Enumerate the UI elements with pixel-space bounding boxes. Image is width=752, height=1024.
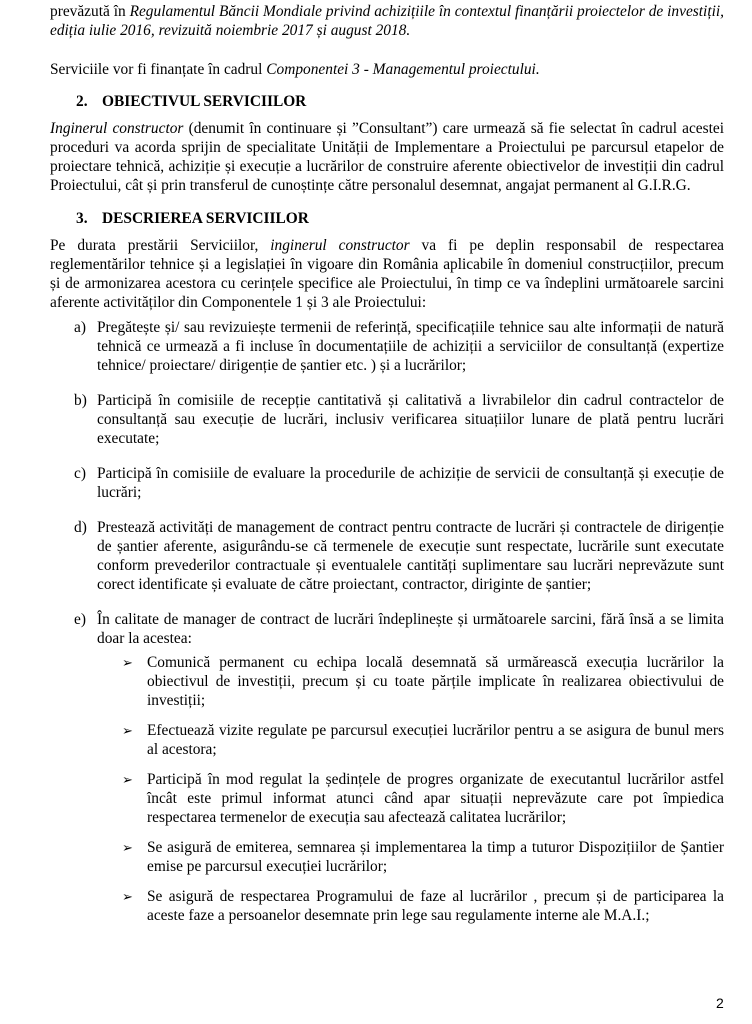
- intro-text: Serviciile vor fi finanțate în cadrul: [50, 61, 267, 78]
- arrow-bullet-icon: ➢: [122, 723, 133, 738]
- objective-paragraph: [50, 119, 724, 195]
- list-marker: c): [74, 465, 86, 482]
- arrow-bullet-icon: ➢: [122, 840, 133, 855]
- list-item-text: Prestează activități de management de contract pentru contracte de lucrări și contractele de dirigenție de șantier aferente, asigurându-se că termenele de execuție sunt respectate, lucrările sunt executate conform prevederilor contractuale și eventualele cantități suplimentare sau lucrări neprevăzute sunt corect identificate și evaluate de către proiectant, contractor, diriginte de șantier;: [97, 519, 724, 593]
- list-marker: b): [74, 392, 87, 409]
- sub-task-list: [97, 653, 724, 925]
- page-number: 2: [716, 995, 724, 1011]
- role-name: inginerul constructor: [270, 237, 410, 254]
- arrow-bullet-icon: ➢: [122, 889, 133, 904]
- section-number: 3.: [76, 210, 88, 227]
- sub-list-item: [97, 770, 724, 827]
- intro-paragraph-1: [50, 2, 724, 40]
- sub-list-item-text: Efectuează vizite regulate pe parcursul execuției lucrărilor pentru a se asigura de bunul mers al acestora;: [147, 722, 724, 758]
- list-item-text: Participă în comisiile de evaluare la procedurile de achiziție de servicii de consultanță și execuție de lucrări;: [97, 465, 724, 501]
- list-marker: d): [74, 519, 87, 536]
- description-text: va fi pe deplin responsabil de respectarea reglementărilor tehnice și a legislației în vigoare din România aplicabile în domeniul construcțiilor, precum și de armonizarea acestora cu cerințele specifice ale Proiectului, în timp ce va îndeplini următoarele sarcini aferente activităților din Componentele 1 și 3 ale Proiectului:: [50, 237, 724, 311]
- sub-list-item: [97, 653, 724, 710]
- list-item-text: Participă în comisiile de recepție cantitativă și calitativă a livrabilelor din cadrul contractelor de consultanță sau execuție de lucrări, inclusiv verificarea situațiilor lunare de plată pentru lucrări executate;: [97, 392, 724, 447]
- section-heading-objective: [76, 92, 724, 111]
- list-item: [50, 518, 724, 594]
- list-item-text: Pregătește și/ sau revizuiește termenii de referință, specificațiile tehnice sau alte informații de natură tehnică ce urmează a fi incluse în documentațiile de achiziții a serviciilor de consultanță (expertize tehnice/ proiectare/ dirigenție de șantier etc. ) și a lucrărilor;: [97, 319, 724, 374]
- regulation-reference: Regulamentul Băncii Mondiale privind achizițiile în contextul finanțării proiectelor de investiții, ediția iulie 2016, revizuită noiembrie 2017 și august 2018.: [50, 3, 725, 39]
- arrow-bullet-icon: ➢: [122, 772, 133, 787]
- role-name: Inginerul constructor: [50, 120, 184, 137]
- list-item: [50, 464, 724, 502]
- section-number: 2.: [76, 93, 88, 110]
- sub-list-item: [97, 721, 724, 759]
- sub-list-item: [97, 887, 724, 925]
- description-text: Pe durata prestării Serviciilor,: [50, 237, 271, 254]
- page-content: [50, 2, 724, 941]
- intro-paragraph-2: [50, 60, 724, 79]
- section-title: OBIECTIVUL SERVICIILOR: [102, 93, 307, 110]
- sub-list-item-text: Se asigură de respectarea Programului de faze al lucrărilor , precum și de participarea la aceste faze a persoanelor desemnate prin lege sau regulamente interne ale M.A.I.;: [147, 888, 724, 924]
- sub-list-item-text: Participă în mod regulat la ședințele de progres organizate de executantul lucrărilor astfel încât este primul informat atunci când apar situații neprevăzute care pot împiedica respectarea termenelor de execuția sau afectează calitatea lucrărilor;: [147, 771, 724, 826]
- list-item: [50, 610, 724, 925]
- task-list: [50, 318, 724, 925]
- list-marker: e): [74, 611, 86, 628]
- list-item: [50, 318, 724, 375]
- section-title: DESCRIEREA SERVICIILOR: [102, 210, 309, 227]
- list-marker: a): [74, 319, 86, 336]
- sub-list-item-text: Comunică permanent cu echipa locală desemnată să urmărească execuția lucrărilor la obiectivul de investiții, precum și cu toate părțile implicate în realizarea obiectivului de investiții;: [147, 654, 724, 709]
- objective-text: (denumit în continuare și ”Consultant”) care urmează să fie selectat în cadrul acestei proceduri va acorda sprijin de specialitate Unității de Implementare a Proiectului pe parcursul etapelor de proiectare tehnică, achiziție și execuție a lucrărilor de construire aferente obiectivelor de investiții din cadrul Proiectului, cât și prin transferul de cunoștințe către personalul desemnat, angajat permanent al G.I.R.G.: [50, 120, 725, 194]
- description-intro: [50, 236, 724, 312]
- component-reference: Componentei 3 - Managementul proiectului.: [266, 61, 540, 78]
- sub-list-item-text: Se asigură de emiterea, semnarea și implementarea la timp a tuturor Dispozițiilor de Șantier emise pe parcursul execuției lucrărilor;: [147, 839, 724, 875]
- list-item: [50, 391, 724, 448]
- sub-list-item: [97, 838, 724, 876]
- list-item-text: În calitate de manager de contract de lucrări îndeplinește și următoarele sarcini, fără însă a se limita doar la acestea:: [97, 611, 724, 647]
- section-heading-description: [76, 209, 724, 228]
- intro-text: prevăzută în: [50, 3, 130, 20]
- arrow-bullet-icon: ➢: [122, 655, 133, 670]
